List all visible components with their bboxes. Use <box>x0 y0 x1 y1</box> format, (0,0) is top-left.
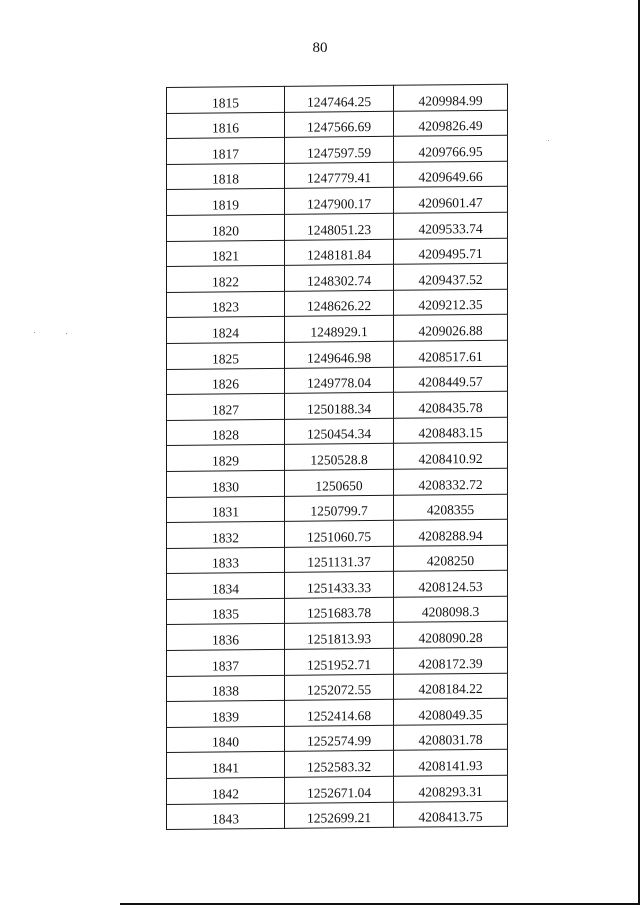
table-row <box>167 238 508 267</box>
table-row <box>167 417 508 446</box>
x-coordinate-cell: 1247900.17 <box>285 188 394 215</box>
table-row <box>167 110 508 139</box>
y-coordinate-cell: 4209649.66 <box>394 161 508 188</box>
x-coordinate-cell: 1251131.37 <box>285 546 394 573</box>
point-id-cell: 1840 <box>167 726 285 753</box>
y-coordinate-cell: 4209026.88 <box>394 315 508 342</box>
y-coordinate-cell: 4208090.28 <box>394 622 508 649</box>
scan-speck <box>66 333 67 334</box>
x-coordinate-cell: 1252072.55 <box>285 674 394 701</box>
y-coordinate-cell: 4208293.31 <box>394 775 508 802</box>
table-row <box>167 161 508 190</box>
y-coordinate-cell: 4208355 <box>394 494 508 521</box>
point-id-cell: 1837 <box>167 649 285 676</box>
point-id-cell: 1815 <box>167 86 285 113</box>
x-coordinate-cell: 1252671.04 <box>285 776 394 803</box>
point-id-cell: 1835 <box>167 598 285 625</box>
page-number: 80 <box>312 40 328 56</box>
point-id-cell: 1831 <box>167 496 285 523</box>
x-coordinate-cell: 1250528.8 <box>285 444 394 471</box>
x-coordinate-cell: 1252574.99 <box>285 725 394 752</box>
x-coordinate-cell: 1251952.71 <box>285 648 394 675</box>
point-id-cell: 1843 <box>167 803 285 830</box>
table-row <box>167 135 508 164</box>
y-coordinate-cell: 4209766.95 <box>394 135 508 162</box>
x-coordinate-cell: 1247597.59 <box>285 137 394 164</box>
point-id-cell: 1820 <box>167 214 285 241</box>
x-coordinate-cell: 1248051.23 <box>285 213 394 240</box>
y-coordinate-cell: 4209437.52 <box>394 263 508 290</box>
table-row <box>167 596 508 625</box>
point-id-cell: 1838 <box>167 675 285 702</box>
table-row <box>167 724 508 753</box>
x-coordinate-cell: 1247566.69 <box>285 111 394 138</box>
coordinates-table-body <box>167 84 508 829</box>
y-coordinate-cell: 4208172.39 <box>394 647 508 674</box>
scan-speck <box>34 332 35 333</box>
point-id-cell: 1836 <box>167 624 285 651</box>
point-id-cell: 1821 <box>167 240 285 267</box>
table-row <box>167 494 508 523</box>
x-coordinate-cell: 1248626.22 <box>285 290 394 317</box>
table-row <box>167 698 508 727</box>
y-coordinate-cell: 4208250 <box>394 545 508 572</box>
x-coordinate-cell: 1251813.93 <box>285 623 394 650</box>
y-coordinate-cell: 4209533.74 <box>394 212 508 239</box>
table-row <box>167 212 508 241</box>
coordinates-table <box>166 84 508 831</box>
x-coordinate-cell: 1250188.34 <box>285 392 394 419</box>
table-row <box>167 468 508 497</box>
y-coordinate-cell: 4208517.61 <box>394 340 508 367</box>
y-coordinate-cell: 4208098.3 <box>394 596 508 623</box>
x-coordinate-cell: 1250650 <box>285 469 394 496</box>
y-coordinate-cell: 4209984.99 <box>394 84 508 111</box>
point-id-cell: 1830 <box>167 470 285 497</box>
table-row <box>167 673 508 702</box>
x-coordinate-cell: 1251683.78 <box>285 597 394 624</box>
point-id-cell: 1832 <box>167 521 285 548</box>
table-row <box>167 187 508 216</box>
table-row <box>167 750 508 779</box>
y-coordinate-cell: 4208332.72 <box>394 468 508 495</box>
table-row <box>167 519 508 548</box>
table-row <box>167 315 508 344</box>
y-coordinate-cell: 4208141.93 <box>394 750 508 777</box>
table-row <box>167 775 508 804</box>
x-coordinate-cell: 1252414.68 <box>285 700 394 727</box>
y-coordinate-cell: 4208483.15 <box>394 417 508 444</box>
table-row <box>167 801 508 830</box>
x-coordinate-cell: 1248302.74 <box>285 264 394 291</box>
y-coordinate-cell: 4208124.53 <box>394 571 508 598</box>
point-id-cell: 1826 <box>167 368 285 395</box>
y-coordinate-cell: 4208049.35 <box>394 698 508 725</box>
y-coordinate-cell: 4208410.92 <box>394 443 508 470</box>
table-row <box>167 340 508 369</box>
y-coordinate-cell: 4209601.47 <box>394 187 508 214</box>
point-id-cell: 1825 <box>167 342 285 369</box>
y-coordinate-cell: 4209495.71 <box>394 238 508 265</box>
y-coordinate-cell: 4208413.75 <box>394 801 508 828</box>
point-id-cell: 1834 <box>167 573 285 600</box>
y-coordinate-cell: 4208288.94 <box>394 519 508 546</box>
table-row <box>167 545 508 574</box>
x-coordinate-cell: 1250454.34 <box>285 418 394 445</box>
x-coordinate-cell: 1247779.41 <box>285 162 394 189</box>
y-coordinate-cell: 4208031.78 <box>394 724 508 751</box>
point-id-cell: 1828 <box>167 419 285 446</box>
point-id-cell: 1839 <box>167 701 285 728</box>
table-row <box>167 84 508 113</box>
table-row <box>167 443 508 472</box>
x-coordinate-cell: 1251060.75 <box>285 520 394 547</box>
table-row <box>167 571 508 600</box>
y-coordinate-cell: 4208449.57 <box>394 366 508 393</box>
point-id-cell: 1823 <box>167 291 285 318</box>
table-row <box>167 263 508 292</box>
x-coordinate-cell: 1250799.7 <box>285 495 394 522</box>
x-coordinate-cell: 1249646.98 <box>285 341 394 368</box>
scan-speck <box>548 140 549 141</box>
point-id-cell: 1842 <box>167 777 285 804</box>
x-coordinate-cell: 1247464.25 <box>285 85 394 112</box>
y-coordinate-cell: 4209826.49 <box>394 110 508 137</box>
point-id-cell: 1816 <box>167 112 285 139</box>
point-id-cell: 1827 <box>167 393 285 420</box>
table-row <box>167 366 508 395</box>
table-row <box>167 647 508 676</box>
x-coordinate-cell: 1249778.04 <box>285 367 394 394</box>
x-coordinate-cell: 1251433.33 <box>285 572 394 599</box>
point-id-cell: 1819 <box>167 189 285 216</box>
x-coordinate-cell: 1248181.84 <box>285 239 394 266</box>
x-coordinate-cell: 1252699.21 <box>285 802 394 829</box>
point-id-cell: 1817 <box>167 138 285 165</box>
point-id-cell: 1829 <box>167 445 285 472</box>
table-row <box>167 622 508 651</box>
table-row <box>167 391 508 420</box>
point-id-cell: 1841 <box>167 752 285 779</box>
point-id-cell: 1824 <box>167 317 285 344</box>
table-row <box>167 289 508 318</box>
point-id-cell: 1818 <box>167 163 285 190</box>
y-coordinate-cell: 4209212.35 <box>394 289 508 316</box>
point-id-cell: 1822 <box>167 266 285 293</box>
x-coordinate-cell: 1252583.32 <box>285 751 394 778</box>
y-coordinate-cell: 4208435.78 <box>394 391 508 418</box>
y-coordinate-cell: 4208184.22 <box>394 673 508 700</box>
point-id-cell: 1833 <box>167 547 285 574</box>
x-coordinate-cell: 1248929.1 <box>285 316 394 343</box>
